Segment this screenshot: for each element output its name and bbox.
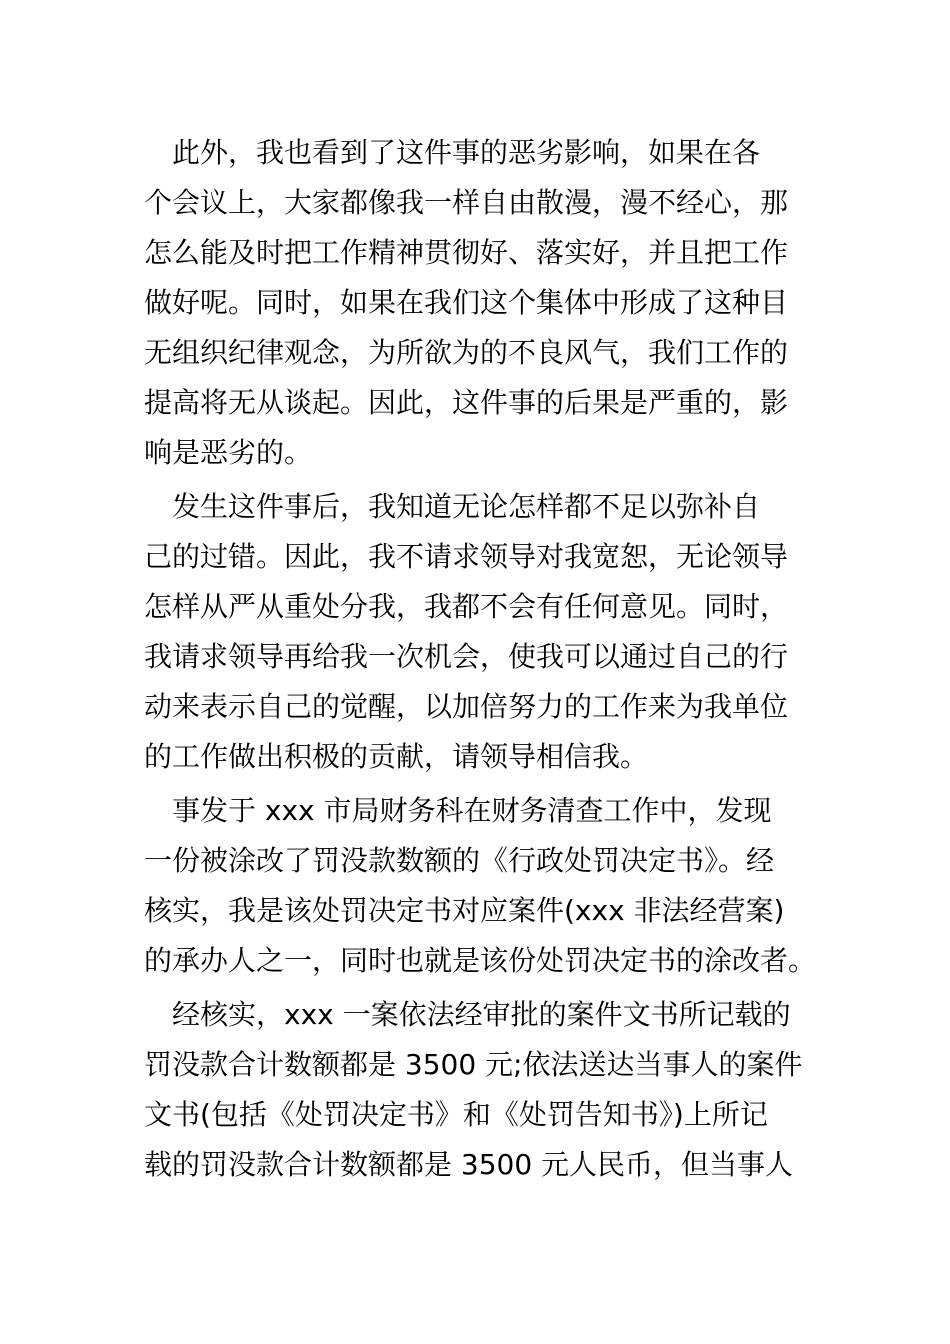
text-line: 无组织纪律观念，为所欲为的不良风气，我们工作的: [144, 336, 789, 369]
text-line: 做好呢。同时，如果在我们这个集体中形成了这种目: [144, 286, 789, 319]
text-line: 经核实，xxx 一案依法经审批的案件文书所记载的: [144, 998, 791, 1031]
text-line: 一份被涂改了罚没款数额的《行政处罚决定书》。经: [144, 844, 775, 877]
text-line: 发生这件事后，我知道无论怎样都不足以弥补自: [144, 490, 761, 523]
paragraph: [144, 482, 844, 782]
text-line: 的工作做出积极的贡献，请领导相信我。: [144, 740, 649, 773]
text-line: 提高将无从谈起。因此，这件事的后果是严重的，影: [144, 386, 789, 419]
text-line: 此外，我也看到了这件事的恶劣影响，如果在各: [144, 136, 761, 169]
paragraph: [144, 786, 844, 986]
text-line: 己的过错。因此，我不请求领导对我宽恕，无论领导: [144, 540, 789, 573]
paragraph: [144, 128, 844, 478]
text-line: 罚没款合计数额都是 3500 元;依法送达当事人的案件: [144, 1048, 803, 1081]
text-line: 我请求领导再给我一次机会，使我可以通过自己的行: [144, 640, 789, 673]
text-line: 载的罚没款合计数额都是 3500 元人民币，但当事人: [144, 1148, 794, 1181]
text-line: 的承办人之一，同时也就是该份处罚决定书的涂改者。: [144, 944, 817, 977]
paragraph: [144, 990, 844, 1190]
text-line: 怎么能及时把工作精神贯彻好、落实好，并且把工作: [144, 236, 789, 269]
text-line: 核实，我是该处罚决定书对应案件(xxx 非法经营案): [144, 894, 785, 927]
text-line: 个会议上，大家都像我一样自由散漫，漫不经心，那: [144, 186, 789, 219]
text-line: 动来表示自己的觉醒，以加倍努力的工作来为我单位: [144, 690, 789, 723]
text-line: 事发于 xxx 市局财务科在财务清查工作中，发现: [144, 794, 772, 827]
text-line: 文书(包括《处罚决定书》和《处罚告知书》)上所记: [144, 1098, 768, 1131]
text-line: 怎样从严从重处分我，我都不会有任何意见。同时，: [144, 590, 789, 623]
document-body: [144, 128, 844, 1194]
text-line: 响是恶劣的。: [144, 436, 313, 469]
